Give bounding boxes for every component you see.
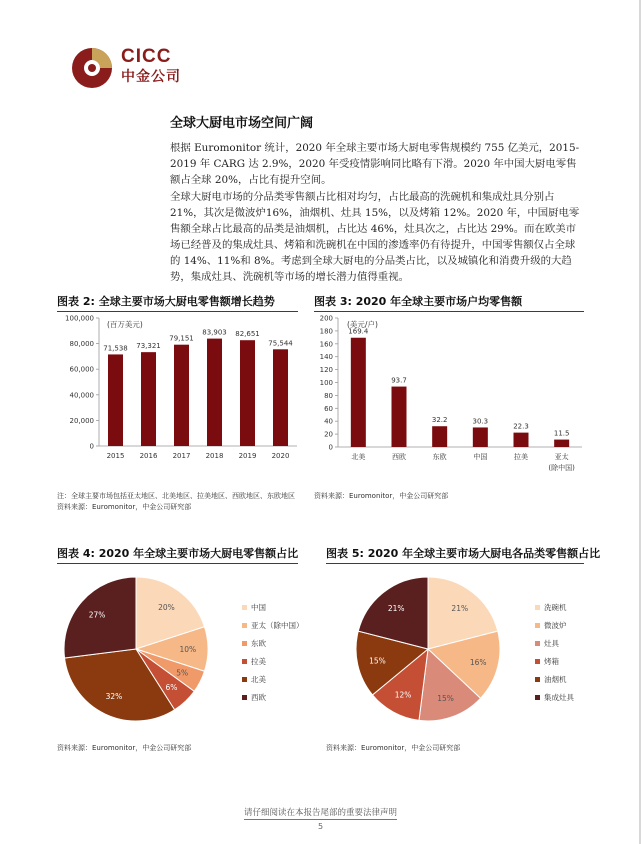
fig4-legend-label: 北美	[251, 675, 266, 684]
fig4-slice-label: 5%	[176, 668, 189, 678]
fig5-rule	[326, 563, 584, 564]
fig3-x-tick-label: 西欧	[392, 453, 406, 461]
fig2-rule	[57, 311, 298, 312]
fig4-source: 资料来源：Euromonitor，中金公司研究部	[57, 744, 192, 752]
fig3-data-label: 32.2	[431, 416, 448, 425]
fig3-data-label: 30.3	[472, 417, 489, 426]
fig3-y-tick-label: 100	[319, 379, 333, 387]
fig5-legend-label: 灶具	[544, 639, 559, 648]
fig3-bar	[392, 387, 407, 447]
fig5-legend-swatch	[535, 677, 540, 682]
cicc-logo-icon	[70, 46, 114, 90]
fig2-x-tick-label: 2020	[271, 452, 290, 460]
fig4-legend-label: 东欧	[251, 639, 266, 648]
logo-text-cn: 中金公司	[121, 69, 181, 85]
fig5-slice-label: 15%	[369, 656, 386, 666]
fig4-rule	[57, 563, 298, 564]
fig3-x-tick-label: 中国	[473, 453, 488, 461]
fig3-y-tick-label: 40	[324, 417, 333, 426]
fig2-y-tick-label: 0	[89, 442, 94, 451]
fig3-bar	[351, 338, 366, 447]
fig4-legend-label: 拉美	[251, 657, 266, 666]
fig2-bar	[240, 340, 255, 446]
fig2-y-tick-label: 100,000	[65, 314, 94, 323]
fig3-y-tick-label: 140	[319, 353, 333, 362]
fig4-legend-swatch	[242, 605, 247, 610]
fig2-y-tick-label: 40,000	[69, 391, 94, 400]
fig4-slice-label: 32%	[105, 691, 123, 701]
fig3-y-tick-label: 80	[324, 391, 333, 400]
fig2-data-label: 79,151	[169, 334, 194, 343]
fig2-note: 注：全球主要市场包括亚太地区、北美地区、拉美地区、西欧地区、东欧地区	[57, 492, 295, 500]
fig3-x-tick-label: 拉美	[514, 453, 528, 461]
fig2-y-tick-label: 80,000	[69, 340, 94, 349]
fig2-bar	[108, 354, 123, 446]
fig2-data-label: 82,651	[235, 330, 260, 339]
fig4-legend-swatch	[242, 641, 247, 646]
fig4-slice-label: 10%	[179, 645, 197, 654]
fig3-bar	[473, 427, 488, 447]
fig3-bar	[514, 433, 529, 447]
fig3-y-tick-label: 0	[328, 443, 333, 452]
fig2-x-tick-label: 2019	[238, 452, 257, 460]
fig3-bar	[432, 426, 447, 447]
fig5-slice-label: 12%	[394, 690, 412, 700]
fig4-legend-label: 亚太（除中国）	[251, 621, 304, 630]
fig2-bar-chart	[57, 314, 302, 469]
fig2-x-tick-label: 2017	[172, 452, 191, 460]
footer-disclaimer-text: 请仔细阅读在本报告尾部的重要法律声明	[243, 808, 397, 818]
fig3-y-tick-label: 180	[319, 327, 333, 336]
fig5-legend-label: 微波炉	[544, 621, 567, 630]
fig2-bar	[174, 345, 189, 446]
fig3-y-tick-label: 20	[324, 430, 333, 439]
fig3-x-tick-label: 北美	[351, 453, 366, 461]
fig3-bar	[554, 440, 569, 447]
fig5-legend-label: 油烟机	[544, 675, 567, 684]
fig5-slice-label: 15%	[437, 693, 454, 703]
fig5-slice-label: 16%	[469, 657, 487, 667]
fig5-legend-swatch	[535, 605, 540, 610]
fig3-y-tick-label: 200	[319, 314, 333, 323]
fig5-slice-label: 21%	[387, 604, 405, 614]
fig3-bar-chart	[314, 314, 589, 484]
fig2-source: 资料来源：Euromonitor，中金公司研究部	[57, 503, 192, 511]
fig2-x-tick-label: 2018	[205, 452, 224, 460]
fig5-source: 资料来源：Euromonitor，中金公司研究部	[326, 744, 461, 752]
logo-text-en: CICC	[121, 46, 172, 67]
fig5-legend-swatch	[535, 641, 540, 646]
fig5-legend-swatch	[535, 659, 540, 664]
paragraph-2: 全球大厨电市场的分品类零售额占比相对均匀，占比最高的洗碗机和集成灶具分别占 21%，其次是微波炉16%，油烟机、灶具 15%，以及烤箱 12%。2020 年，中国厨电零售额全球占比最高的品类是油烟机，占比达 46%，灶具次之，占比达 29%。而在欧美市场已经普及的集成灶具、烤箱和洗碗机在中国的渗透率仍有待提升，中国零售额仅占全球的 14%、11%和 8%。考虑到全球大厨电的分品类占比，以及城镇化和消费升级的大趋势，集成灶具、洗碗机等市场的增长潜力值得重视。	[170, 191, 580, 283]
fig3-unit-label: (美元/户)	[347, 320, 378, 329]
fig3-y-tick-label: 60	[324, 404, 333, 413]
fig3-title: 图表 3: 2020 年全球主要市场户均零售额	[314, 295, 523, 308]
fig2-title: 图表 2: 全球主要市场大厨电零售额增长趋势	[57, 295, 275, 308]
fig4-legend-swatch	[242, 659, 247, 664]
fig4-legend-label: 中国	[251, 603, 266, 612]
fig2-data-label: 73,321	[136, 342, 161, 351]
fig2-unit-label: (百万美元)	[107, 320, 143, 329]
fig3-data-label: 169.4	[348, 327, 369, 336]
fig2-data-label: 75,544	[268, 339, 293, 348]
fig2-x-tick-label: 2015	[106, 452, 125, 460]
fig2-y-tick-label: 60,000	[69, 365, 94, 374]
fig4-slice-label: 6%	[165, 682, 178, 692]
fig2-bar	[207, 339, 222, 446]
fig3-data-label: 93.7	[391, 376, 407, 385]
fig4-legend-swatch	[242, 677, 247, 682]
footer-disclaimer	[0, 806, 641, 818]
fig3-x-tick-label: 东欧	[432, 453, 447, 461]
fig2-data-label: 71,538	[103, 344, 128, 353]
fig3-y-tick-label: 160	[319, 340, 333, 349]
fig5-legend-label: 集成灶具	[544, 693, 574, 702]
fig5-title: 图表 5: 2020 年全球主要市场大厨电各品类零售额占比	[326, 547, 601, 560]
fig4-pie-chart	[57, 566, 307, 736]
fig2-bar	[141, 352, 156, 446]
fig5-legend-swatch	[535, 623, 540, 628]
fig4-slice-label: 27%	[88, 610, 106, 620]
fig5-legend-label: 洗碗机	[544, 603, 567, 612]
fig4-legend-label: 西欧	[251, 693, 266, 702]
fig5-legend-label: 烤箱	[544, 657, 559, 666]
fig5-legend-swatch	[535, 695, 540, 700]
fig3-y-tick-label: 120	[319, 366, 333, 375]
fig3-x-tick-sublabel: (除中国)	[548, 464, 575, 472]
fig3-x-tick-label: 亚太	[554, 453, 569, 461]
fig5-slice-label: 21%	[451, 604, 469, 614]
fig3-data-label: 22.3	[513, 422, 529, 431]
fig2-y-tick-label: 20,000	[69, 416, 94, 425]
fig4-legend-swatch	[242, 623, 247, 628]
fig4-legend-swatch	[242, 695, 247, 700]
page-number: 5	[317, 822, 324, 831]
fig5-pie-chart	[326, 566, 588, 736]
fig4-slice-label: 20%	[158, 603, 175, 613]
fig4-title: 图表 4: 2020 年全球主要市场大厨电零售额占比	[57, 547, 299, 560]
fig3-rule	[314, 311, 584, 312]
fig3-data-label: 11.5	[553, 429, 570, 438]
fig2-x-tick-label: 2016	[139, 452, 158, 460]
paragraph-1: 根据 Euromonitor 统计，2020 年全球主要市场大厨电零售规模约 755 亿美元，2015-2019 年 CARG 达 2.9%，2020 年受疫情影响同比略有下滑。2020 年中国大厨电零售额占全球 20%，占比有提升空间。	[170, 142, 580, 186]
fig3-source: 资料来源：Euromonitor，中金公司研究部	[314, 492, 449, 500]
fig2-bar	[273, 349, 288, 446]
section-title: 全球大厨电市场空间广阔	[170, 116, 314, 131]
fig2-data-label: 83,903	[202, 328, 227, 337]
